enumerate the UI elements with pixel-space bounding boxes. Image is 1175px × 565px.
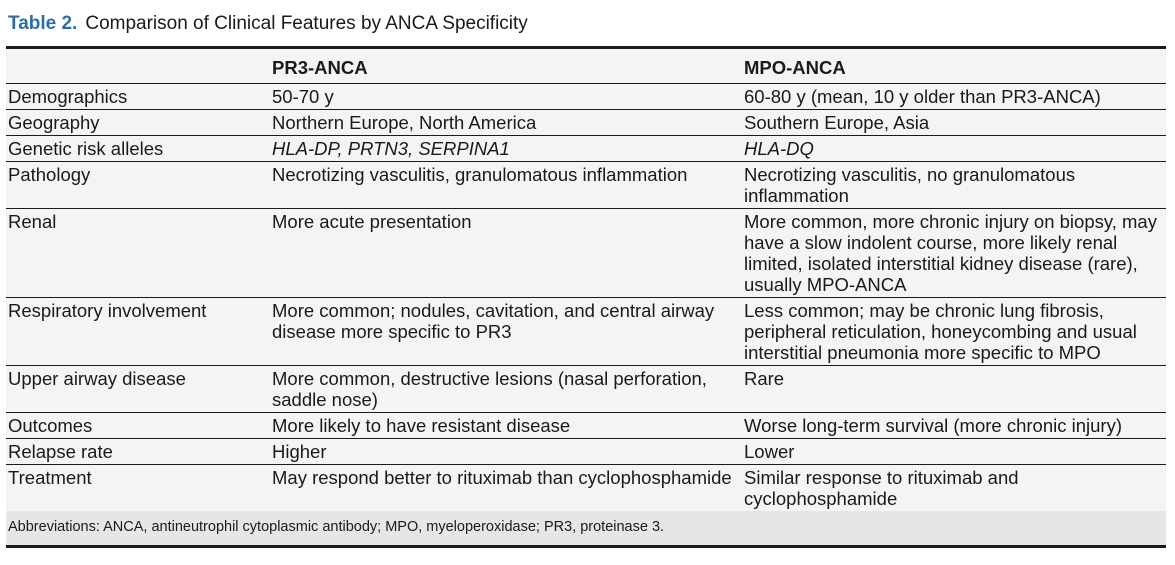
row-feature-cell: Demographics <box>8 86 128 107</box>
row-feature-cell: Upper airway disease <box>8 368 186 389</box>
table-figure <box>6 0 1166 548</box>
table-body <box>6 84 1166 511</box>
row-feature-cell: Renal <box>8 211 57 232</box>
table-row <box>6 161 1166 208</box>
comparison-table <box>6 46 1166 548</box>
row-feature-cell: Geography <box>8 112 100 133</box>
row-feature-cell: Pathology <box>8 164 91 185</box>
row-feature-cell: Treatment <box>8 467 92 488</box>
row-pr3-cell: May respond better to rituximab than cyclophosphamide <box>272 467 732 488</box>
table-row <box>6 438 1166 464</box>
row-mpo-cell: HLA-DQ <box>744 138 814 159</box>
table-footnote: Abbreviations: ANCA, antineutrophil cytoplasmic antibody; MPO, myeloperoxidase; PR3, proteinase 3. <box>6 511 1166 545</box>
header-feature <box>6 63 270 69</box>
table-row <box>6 208 1166 297</box>
row-mpo-cell: 60-80 y (mean, 10 y older than PR3-ANCA) <box>744 86 1101 107</box>
row-pr3-cell: More acute presentation <box>272 211 472 232</box>
row-mpo-cell: Similar response to rituximab and cyclophosphamide <box>744 467 1019 509</box>
table-row <box>6 135 1166 161</box>
table-row <box>6 365 1166 412</box>
row-feature-cell: Relapse rate <box>8 441 113 462</box>
row-feature-cell: Respiratory involvement <box>8 300 207 321</box>
row-pr3-cell: 50-70 y <box>272 86 334 107</box>
table-header-row <box>6 49 1166 84</box>
row-mpo-cell: Necrotizing vasculitis, no granulomatous inflammation <box>744 164 1076 206</box>
table-row <box>6 109 1166 135</box>
row-mpo-cell: Less common; may be chronic lung fibrosis, peripheral reticulation, honeycombing and usual interstitial pneumonia more specific to MPO <box>744 300 1137 363</box>
row-pr3-cell: Necrotizing vasculitis, granulomatous inflammation <box>272 164 688 185</box>
row-feature-cell: Outcomes <box>8 415 93 436</box>
row-pr3-cell: Northern Europe, North America <box>272 112 537 133</box>
row-feature-cell: Genetic risk alleles <box>8 138 164 159</box>
row-pr3-cell: More common, destructive lesions (nasal perforation, saddle nose) <box>272 368 707 410</box>
row-mpo-cell: More common, more chronic injury on biopsy, may have a slow indolent course, more likely renal limited, isolated interstitial kidney disease (rare), usually MPO-ANCA <box>744 211 1157 295</box>
header-mpo-anca: MPO-ANCA <box>744 56 846 78</box>
table-caption <box>6 0 1166 46</box>
table-row <box>6 464 1166 511</box>
row-mpo-cell: Worse long-term survival (more chronic injury) <box>744 415 1122 436</box>
table-row <box>6 412 1166 438</box>
table-label: Table 2. <box>8 12 78 34</box>
row-pr3-cell: HLA-DP, PRTN3, SERPINA1 <box>272 138 510 159</box>
row-pr3-cell: More likely to have resistant disease <box>272 415 571 436</box>
row-mpo-cell: Lower <box>744 441 795 462</box>
row-pr3-cell: Higher <box>272 441 327 462</box>
row-mpo-cell: Rare <box>744 368 785 389</box>
table-row <box>6 297 1166 365</box>
table-title: Comparison of Clinical Features by ANCA Specificity <box>85 12 528 34</box>
row-mpo-cell: Southern Europe, Asia <box>744 112 930 133</box>
table-row <box>6 84 1166 109</box>
row-pr3-cell: More common; nodules, cavitation, and central airway disease more specific to PR3 <box>272 300 715 342</box>
header-pr3-anca: PR3-ANCA <box>272 56 368 78</box>
